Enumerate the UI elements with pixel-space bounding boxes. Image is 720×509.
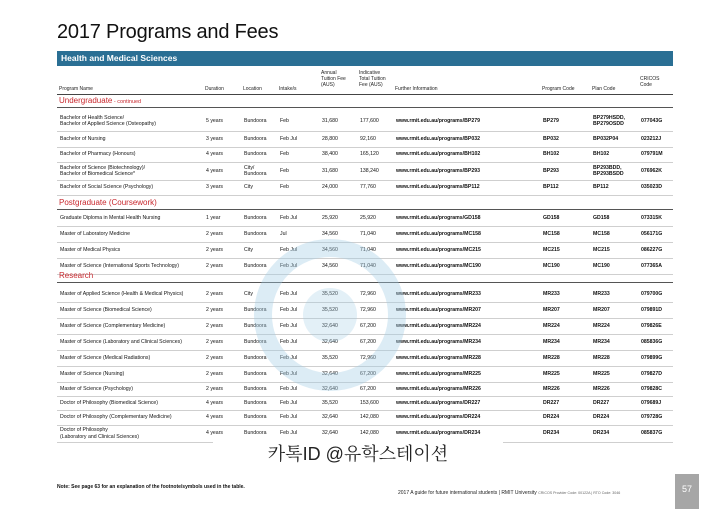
annual-fee: 38,400 — [322, 151, 338, 158]
program-code: MR225 — [543, 370, 560, 377]
page-footer — [398, 490, 620, 496]
plan-code: BP279HSDD, — [593, 114, 626, 121]
intake: Feb Jul — [280, 262, 298, 269]
intake: Feb — [280, 151, 289, 158]
plan-code: BP279OSDD — [593, 121, 624, 127]
col-plan-code: Plan Code — [592, 86, 616, 92]
table-row — [57, 131, 673, 148]
intake: Feb Jul — [280, 290, 298, 297]
plan-code: MR224 — [593, 322, 610, 329]
annual-fee: 35,520 — [322, 354, 338, 361]
section-title-text: Postgraduate (Coursework) — [59, 198, 157, 207]
annual-fee: 35,520 — [322, 290, 338, 297]
location: Bundoora — [244, 399, 267, 406]
location: City/ — [244, 164, 255, 171]
total-fee: 142,080 — [360, 414, 379, 421]
program-code: BP279 — [543, 117, 559, 124]
location: City — [244, 184, 253, 191]
location: Bundoora — [244, 171, 267, 177]
location: Bundoora — [244, 322, 267, 329]
intake: Feb — [280, 167, 289, 174]
annual-fee: 32,640 — [322, 370, 338, 377]
plan-code: MR226 — [593, 385, 610, 392]
total-fee: 67,200 — [360, 370, 376, 377]
program-code: MC215 — [543, 246, 560, 253]
annual-fee: 32,640 — [322, 322, 338, 329]
plan-code: MC215 — [593, 246, 610, 253]
cricos-code: 079728G — [641, 414, 663, 421]
program-name: Master of Science (Laboratory and Clinical Sciences) — [60, 338, 182, 345]
section-title-suffix: - continued — [112, 99, 142, 105]
program-name: Bachelor of Health Science/ — [60, 114, 125, 121]
cricos-code: 079689J — [641, 399, 662, 406]
plan-code: DR227 — [593, 399, 610, 406]
duration: 4 years — [206, 430, 224, 437]
program-code: BP112 — [543, 184, 559, 191]
program-name: Doctor of Philosophy (Complementary Medicine) — [60, 414, 172, 421]
plan-code: DR234 — [593, 430, 610, 437]
annual-fee: 32,640 — [322, 414, 338, 421]
cricos-code: 077043G — [641, 117, 663, 124]
duration: 3 years — [206, 135, 224, 142]
table-row — [57, 162, 673, 181]
footer-provider-codes: CRICOS Provider Code: 00122A | RTO Code: 3046 — [538, 491, 621, 495]
duration: 5 years — [206, 117, 224, 124]
program-url: www.rmit.edu.au/programs/DR234 — [396, 430, 481, 437]
program-url: www.rmit.edu.au/programs/DR224 — [396, 414, 481, 421]
annual-fee: 32,640 — [322, 338, 338, 345]
program-name: Bachelor of Nursing — [60, 135, 106, 142]
program-url: www.rmit.edu.au/programs/MC190 — [396, 262, 481, 269]
plan-code: BP293BSDD — [593, 171, 624, 177]
plan-code: BP112 — [593, 184, 609, 191]
intake: Feb Jul — [280, 354, 298, 361]
footnote: Note: See page 63 for an explanation of the footnote/symbols used in the table. — [57, 484, 245, 490]
program-url: www.rmit.edu.au/programs/GD158 — [396, 214, 481, 221]
program-name: Bachelor of Science (Biotechnology)/ — [60, 164, 146, 171]
program-url: www.rmit.edu.au/programs/DR227 — [396, 399, 481, 406]
duration: 2 years — [206, 385, 224, 392]
table-row — [57, 226, 673, 243]
intake: Feb Jul — [280, 135, 298, 142]
intake: Feb — [280, 184, 289, 191]
location: City — [244, 290, 253, 297]
program-code: BH102 — [543, 151, 560, 158]
program-code: MC158 — [543, 230, 560, 237]
cricos-code: 079826E — [641, 322, 662, 329]
location: Bundoora — [244, 151, 267, 158]
total-fee: 92,160 — [360, 135, 376, 142]
total-fee: 71,040 — [360, 262, 376, 269]
table-row — [57, 410, 673, 426]
program-url: www.rmit.edu.au/programs/BP112 — [396, 184, 480, 191]
total-fee: 72,960 — [360, 306, 376, 313]
duration: 4 years — [206, 167, 224, 174]
location: Bundoora — [244, 414, 267, 421]
duration: 2 years — [206, 370, 224, 377]
duration: 4 years — [206, 399, 224, 406]
program-url: www.rmit.edu.au/programs/MR226 — [396, 385, 481, 392]
program-url: www.rmit.edu.au/programs/BP032 — [396, 135, 480, 142]
duration: 2 years — [206, 230, 224, 237]
duration: 2 years — [206, 322, 224, 329]
annual-fee: 24,000 — [322, 184, 338, 191]
program-name: Bachelor of Pharmacy (Honours) — [60, 151, 136, 158]
section-title — [59, 96, 141, 107]
plan-code: DR224 — [593, 414, 610, 421]
location: Bundoora — [244, 385, 267, 392]
annual-fee: 31,680 — [322, 117, 338, 124]
total-fee: 72,960 — [360, 354, 376, 361]
cricos-code: 035023D — [641, 184, 663, 191]
total-fee: 71,040 — [360, 230, 376, 237]
annual-fee: 32,640 — [322, 430, 338, 437]
total-fee: 138,240 — [360, 167, 379, 174]
annual-fee: 34,560 — [322, 230, 338, 237]
section-title — [59, 198, 157, 208]
intake: Feb Jul — [280, 306, 298, 313]
intake: Feb Jul — [280, 214, 298, 221]
plan-code: MR228 — [593, 354, 610, 361]
location: Bundoora — [244, 430, 267, 437]
plan-code: MC158 — [593, 230, 610, 237]
annual-fee: 35,520 — [322, 399, 338, 406]
faculty-banner: Health and Medical Sciences — [57, 51, 673, 66]
location: Bundoora — [244, 117, 267, 124]
cricos-code: 056171G — [641, 230, 663, 237]
total-fee: 67,200 — [360, 338, 376, 345]
program-name: Master of Science (International Sports Technology) — [60, 262, 179, 269]
location: City — [244, 246, 253, 253]
table-row — [57, 396, 673, 411]
footer-text: 2017 A guide for future international students | RMIT University — [398, 490, 537, 496]
program-url: www.rmit.edu.au/programs/BH102 — [396, 151, 481, 158]
intake: Feb Jul — [280, 414, 298, 421]
program-name: Bachelor of Applied Science (Osteopathy) — [60, 121, 157, 127]
cricos-code: 085837G — [641, 430, 663, 437]
col-further-info: Further Information — [395, 86, 438, 92]
program-name: Master of Science (Medical Radiations) — [60, 354, 151, 361]
col-program-code: Program Code — [542, 86, 575, 92]
table-row — [57, 210, 673, 227]
total-fee: 25,920 — [360, 214, 376, 221]
program-name: Doctor of Philosophy — [60, 427, 108, 433]
cricos-code: 079899G — [641, 354, 663, 361]
program-url: www.rmit.edu.au/programs/MR207 — [396, 306, 481, 313]
program-name: Graduate Diploma in Mental Health Nursing — [60, 214, 161, 221]
plan-code: MR234 — [593, 338, 610, 345]
program-code: MR224 — [543, 322, 560, 329]
annual-fee: 35,520 — [322, 306, 338, 313]
plan-code: BP032P04 — [593, 135, 619, 142]
duration: 2 years — [206, 290, 224, 297]
cricos-code: 079891D — [641, 306, 663, 313]
total-fee: 142,080 — [360, 430, 379, 437]
intake: Feb Jul — [280, 385, 298, 392]
program-name: Master of Laboratory Medicine — [60, 230, 131, 237]
total-fee: 67,200 — [360, 385, 376, 392]
annual-fee: 25,920 — [322, 214, 338, 221]
annual-fee: 32,640 — [322, 385, 338, 392]
page-title: 2017 Programs and Fees — [57, 21, 279, 43]
duration: 2 years — [206, 338, 224, 345]
column-headers — [57, 68, 673, 95]
total-fee: 153,600 — [360, 399, 379, 406]
col-cricos: CRICOS Code — [640, 76, 660, 88]
plan-code: GD158 — [593, 214, 610, 221]
total-fee: 177,600 — [360, 117, 379, 124]
program-name: Master of Science (Psychology) — [60, 385, 133, 392]
cricos-code: 077365A — [641, 262, 663, 269]
section-divider — [57, 107, 673, 108]
table-row — [57, 147, 673, 163]
program-name: Doctor of Philosophy (Biomedical Science) — [60, 399, 159, 406]
program-code: MR234 — [543, 338, 560, 345]
total-fee: 165,120 — [360, 151, 379, 158]
location: Bundoora — [244, 306, 267, 313]
plan-code: MR233 — [593, 290, 610, 297]
program-url: www.rmit.edu.au/programs/MC215 — [396, 246, 481, 253]
annual-fee: 34,560 — [322, 262, 338, 269]
table-row — [57, 382, 673, 397]
watermark-text: 카톡ID @유학스테이션 — [213, 440, 503, 468]
total-fee: 71,040 — [360, 246, 376, 253]
program-url: www.rmit.edu.au/programs/BP293 — [396, 167, 480, 174]
annual-fee: 34,560 — [322, 246, 338, 253]
intake: Feb Jul — [280, 370, 298, 377]
location: Bundoora — [244, 370, 267, 377]
intake: Feb Jul — [280, 322, 298, 329]
intake: Feb Jul — [280, 430, 298, 437]
location: Bundoora — [244, 230, 267, 237]
program-url: www.rmit.edu.au/programs/MR233 — [396, 290, 481, 297]
total-fee: 72,960 — [360, 290, 376, 297]
program-name: Bachelor of Biomedical Science* — [60, 171, 135, 177]
annual-fee: 28,800 — [322, 135, 338, 142]
cricos-code: 086227G — [641, 246, 663, 253]
col-total-fee: Indicative Total Tuition Fee (AUS) — [359, 70, 386, 88]
cricos-code: 085836G — [641, 338, 663, 345]
col-duration: Duration — [205, 86, 224, 92]
program-url: www.rmit.edu.au/programs/MC158 — [396, 230, 481, 237]
intake: Feb Jul — [280, 246, 298, 253]
duration: 2 years — [206, 306, 224, 313]
col-annual-fee: Annual Tuition Fee (AUS) — [321, 70, 346, 88]
program-code: DR234 — [543, 430, 560, 437]
program-code: MR207 — [543, 306, 560, 313]
page-number: 57 — [681, 484, 692, 494]
program-name: Bachelor of Social Science (Psychology) — [60, 184, 154, 191]
program-url: www.rmit.edu.au/programs/MR225 — [396, 370, 481, 377]
watermark-logo-center — [303, 288, 357, 342]
program-name: Master of Medical Physics — [60, 246, 121, 253]
duration: 4 years — [206, 414, 224, 421]
program-code: DR227 — [543, 399, 560, 406]
program-name: Master of Science (Biomedical Science) — [60, 306, 152, 313]
cricos-code: 076962K — [641, 167, 663, 174]
program-code: DR224 — [543, 414, 560, 421]
plan-code: MC190 — [593, 262, 610, 269]
program-name: Master of Science (Complementary Medicine) — [60, 322, 166, 329]
cricos-code: 079791M — [641, 151, 663, 158]
location: Bundoora — [244, 338, 267, 345]
col-program-name: Program Name — [59, 86, 93, 92]
plan-code: BH102 — [593, 151, 610, 158]
location: Bundoora — [244, 354, 267, 361]
program-name: (Laboratory and Clinical Sciences) — [60, 433, 140, 440]
total-fee: 67,200 — [360, 322, 376, 329]
cricos-code: 079828C — [641, 385, 663, 392]
intake: Feb Jul — [280, 399, 298, 406]
cricos-code: 073315K — [641, 214, 663, 221]
duration: 2 years — [206, 262, 224, 269]
annual-fee: 31,680 — [322, 167, 338, 174]
duration: 4 years — [206, 151, 224, 158]
col-location: Location — [243, 86, 262, 92]
location: Bundoora — [244, 214, 267, 221]
program-code: MC190 — [543, 262, 560, 269]
program-name: Master of Applied Science (Health & Medical Physics) — [60, 290, 184, 297]
program-url: www.rmit.edu.au/programs/MR228 — [396, 354, 481, 361]
duration: 1 year — [206, 214, 221, 221]
section-title-text: Undergraduate — [59, 96, 113, 105]
program-code: BP293 — [543, 167, 559, 174]
intake: Feb — [280, 117, 289, 124]
duration: 3 years — [206, 184, 224, 191]
program-code: MR233 — [543, 290, 560, 297]
cricos-code: 079827D — [641, 370, 663, 377]
plan-code: BP293BDD, — [593, 164, 622, 171]
col-intake: Intake/s — [279, 86, 297, 92]
duration: 2 years — [206, 354, 224, 361]
location: Bundoora — [244, 262, 267, 269]
program-url: www.rmit.edu.au/programs/MR234 — [396, 338, 481, 345]
section-title-text: Research — [59, 271, 94, 280]
section-title — [59, 271, 93, 281]
plan-code: MR207 — [593, 306, 610, 313]
table-row — [57, 111, 673, 132]
intake: Feb Jul — [280, 338, 298, 345]
plan-code: MR225 — [593, 370, 610, 377]
program-url: www.rmit.edu.au/programs/MR224 — [396, 322, 481, 329]
program-name: Master of Science (Nursing) — [60, 370, 125, 377]
intake: Jul — [280, 230, 287, 237]
program-code: MR228 — [543, 354, 560, 361]
program-code: GD158 — [543, 214, 560, 221]
program-url: www.rmit.edu.au/programs/BP279 — [396, 117, 480, 124]
duration: 2 years — [206, 246, 224, 253]
table-row — [57, 180, 673, 196]
program-code: MR226 — [543, 385, 560, 392]
page-number-box — [675, 474, 699, 509]
program-code: BP032 — [543, 135, 559, 142]
cricos-code: 079700G — [641, 290, 663, 297]
cricos-code: 023212J — [641, 135, 662, 142]
total-fee: 77,760 — [360, 184, 376, 191]
location: Bundoora — [244, 135, 267, 142]
